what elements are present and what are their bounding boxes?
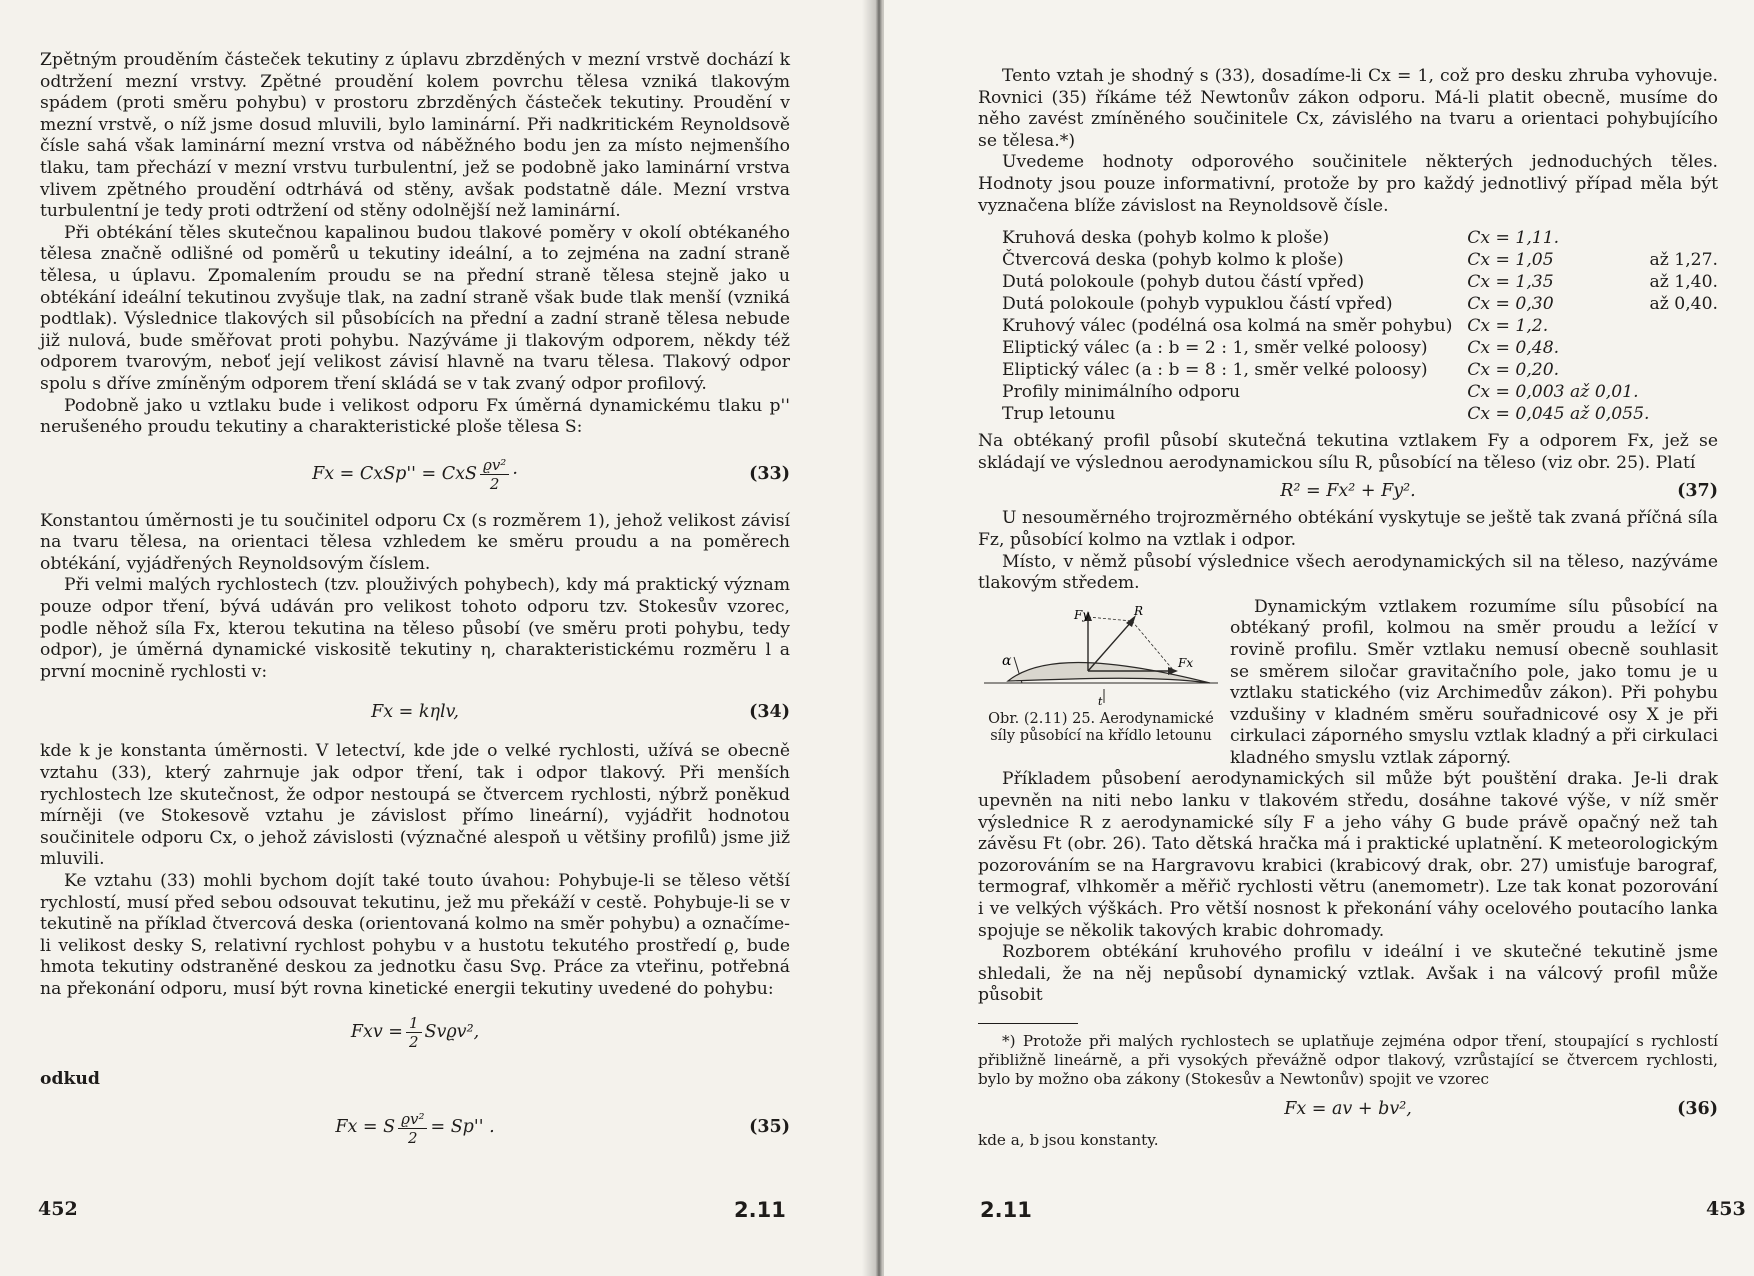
equation-37 <box>978 474 1718 508</box>
eq34-text: Fx = kηlv, <box>371 701 459 722</box>
eq37-text: R² = Fx² + Fy². <box>1280 480 1416 501</box>
paragraph-derivation: Ke vztahu (33) mohli bychom dojít také touto úvahou: Pohybuje-li se těleso větší rychlostí, musí před sebou odsouvat tekutinu, jež mu překáží v cestě. Pohybuje-li se v tekutině na příklad čtvercová deska (orientovaná kolmo na směr pohybu) a označíme-li velikost desky S, relativní rychlost pohybu v a hustotu tekutého prostředí ϱ, bude hmota tekutiny odstraněné deskou za jednotku času Svϱ. Práce za vteřinu, potřebná na překonání odporu, musí být rovna kinetické energii tekutiny uvedené do pohybu: <box>40 871 790 999</box>
paragraph-newton-law: Tento vztah je shodný s (33), dosadíme-li Cx = 1, což pro desku zhruba vyhovuje. Rovnici (35) říkáme též Newtonův zákon odporu. Má-li platit obecně, musíme do něho zavést zmíněného součinitele Cx, závislého na tvaru a orientaci pohybujícího se tělesa.*) <box>978 66 1718 151</box>
eq33-fraction <box>480 456 509 493</box>
cx-body-name: Profily minimálního odporu <box>1002 382 1241 403</box>
eq33-numerator: ϱv² <box>480 456 509 475</box>
eq-work-rhs: Svϱv², <box>424 1021 480 1042</box>
figure-side-text <box>1230 597 1718 770</box>
eq33-label: (33) <box>749 463 790 484</box>
cx-body-name: Kruhová deska (pohyb kolmo k ploše) <box>1002 228 1330 249</box>
paragraph-coefficients-intro: Uvedeme hodnoty odporového součinitele některých jednoduchých těles. Hodnoty jsou pouze informativní, protože by pro každý jednotlivý případ měla být vyznačena blíže závislost na Reynoldsově čísle. <box>978 152 1718 216</box>
eq-work-lhs: Fxv = <box>350 1021 403 1042</box>
word-odkud: odkud <box>40 1068 100 1089</box>
table-row <box>1002 271 1718 293</box>
footnote-text: *) Protože při malých rychlostech se uplatňuje zejména odpor tření, stoupající s rychlostí přibližně lineárně, a při vysokých převážně odpor tlakový, vzrůstající se čtvercem rychlosti, bylo by možno oba zákony (Stokesův a Newtonův) spojit ve vzorec <box>978 1032 1718 1088</box>
cx-range <box>1650 337 1719 359</box>
left-page <box>0 0 876 1276</box>
cx-body-name: Dutá polokoule (pohyb dutou částí vpřed) <box>1002 272 1365 293</box>
cx-range <box>1650 315 1719 337</box>
cx-value: Cx = 1,11. <box>1467 228 1560 249</box>
figure-row <box>978 597 1718 770</box>
cx-value: Cx = 0,20. <box>1467 360 1560 381</box>
table-row <box>1002 249 1718 271</box>
fy-label: Fy <box>1074 607 1090 622</box>
figure-25-caption: Obr. (2.11) 25. Aerodynamické síly působící na křídlo letounu <box>988 710 1214 744</box>
paragraph-kite: Příkladem působení aerodynamických sil může být pouštění draka. Je-li drak upevněn na niti nebo lanku v tlakovém středu, dosáhne takové výše, v níž směr výslednice R z aerodynamické síly F a jeho váhy G bude právě opačný než tah závěsu Ft (obr. 26). Tato dětská hračka má i praktické uplatnění. K meteorologickým pozorováním se na Hargravovu krabici (krabicový drak, obr. 27) umisťuje barograf, termograf, vlhkoměr a měřič rychlosti větru (anemometr). Lze tak konat pozorování i ve velkých výškách. Pro větší nosnost k překonání váhy ocelového poutacího lanka spojuje se několik takových krabic dohromady. <box>978 769 1718 941</box>
drag-coefficient-table <box>1002 227 1718 425</box>
r-label: R <box>1134 603 1144 618</box>
table-row <box>1002 403 1718 425</box>
eq33-lhs: Fx = CxSp'' = CxS <box>312 463 478 484</box>
paragraph-aero-force: Na obtékaný profil působí skutečná tekutina vztlakem Fy a odporem Fx, jež se skládají ve výslednou aerodynamickou sílu R, působící na těleso (viz obr. 25). Platí <box>978 431 1718 473</box>
te-label: t <box>1098 694 1103 708</box>
cx-range: až 1,27. <box>1649 250 1718 271</box>
cx-value: Cx = 0,30 <box>1467 294 1554 315</box>
eq37-label: (37) <box>1677 480 1718 501</box>
cx-value: Cx = 0,48. <box>1467 338 1560 359</box>
equation-35 <box>40 1096 790 1160</box>
paragraph-aviation: kde k je konstanta úměrnosti. V letectví, kde jde o velké rychlosti, užívá se obecně vztahu (33), který zahrnuje jak odpor tření, tak i odpor tlakový. Při menších rychlostech lze skutečnost, že odpor nestoupá se čtvercem rychlosti, nýbrž poněkud mírněji (ve Stokesově vztahu je závislost přímo lineární), vyjádřit hodnotou součinitele odporu Cx, o jehož závislosti (význačné alespoň u většiny profilů) jsme již mluvili. <box>40 741 790 870</box>
paragraph-pressure-drag: Při obtékání těles skutečnou kapalinou budou tlakové poměry v okolí obtékaného tělesa značně odlišné od poměrů u tekutiny ideální, a to zejména na zadní straně tělesa, u úplavu. Zpomalením proudu se na přední straně tělesa stejně jako u obtékání ideální tekutinou zvyšuje tlak, na zadní straně však bude tlak menší (vzniká podtlak). Výslednice tlakových sil působících na přední a zadní straně tělesa nebude již nulová, bude směřovat proti pohybu. Nazýváme ji tlakovým odporem, někdy též odporem tvarovým, neboť její velikost závisí hlavně na tvaru tělesa. Tlakový odpor spolu s dříve zmíněným odporem tření skládá se v tak zvaný odpor profilový. <box>40 222 790 394</box>
eq35-rhs: = Sp'' . <box>430 1117 495 1138</box>
paragraph-stokes: Při velmi malých rychlostech (tzv. plouživých pohybech), kdy má praktický význam pouze odpor tření, bývá udáván pro velikost tohoto odporu tzv. Stokesův vzorec, podle něhož síla Fx, kterou tekutina na těleso působí (ve směru proti pohybu, tedy odpor), je úměrná dynamické viskositě tekutiny η, charakteristickému rozměru l a první mocnině rychlosti v: <box>40 575 790 682</box>
parallelogram-side <box>1132 621 1174 671</box>
cx-value: Cx = 1,05 <box>1467 250 1554 271</box>
right-text-column <box>978 66 1718 1150</box>
fx-label: Fx <box>1178 655 1194 670</box>
table-row <box>1002 381 1718 403</box>
paragraph-dynamic-lift: Dynamickým vztlakem rozumíme sílu působící na obtékaný profil, kolmou na směr proudu a ležící v rovině profilu. Směr vztlaku nemusí obecně souhlasit se směrem siločar gravitačního pole, jako tomu je u vztlaku statického (viz Archimedův zákon). Při pohybu vzdušiny v kladném směru souřadnicové osy X je při cirkulaci záporného smyslu vztlak kladný a při cirkulaci kladného smyslu vztlak záporný. <box>1230 596 1718 768</box>
right-section-number: 2.11 <box>980 1198 1032 1222</box>
eq35-label: (35) <box>749 1117 790 1138</box>
cx-value: Cx = 0,045 až 0,055. <box>1467 404 1650 425</box>
cx-body-name: Čtvercová deska (pohyb kolmo k ploše) <box>1002 250 1344 271</box>
eq35-lhs: Fx = S <box>335 1117 396 1138</box>
resultant-vector <box>1088 621 1132 671</box>
equation-36 <box>978 1089 1718 1131</box>
alpha-label: α <box>1002 652 1012 669</box>
cx-range <box>1650 227 1719 249</box>
eq35-numerator: ϱv² <box>398 1110 427 1129</box>
table-row <box>1002 359 1718 381</box>
left-page-number: 452 <box>38 1198 78 1220</box>
eq33-tail: · <box>512 463 518 484</box>
eq35-fraction <box>398 1110 427 1147</box>
paragraph-drag-coefficient: Konstantou úměrnosti je tu součinitel odporu Cx (s rozměrem 1), jehož velikost závisí na tvaru tělesa, na orientaci tělesa vzhledem ke směru proudu a na poměrech obtékání, vyjádřených Reynoldsovým číslem. <box>40 510 790 574</box>
cx-range <box>1650 359 1719 381</box>
parallelogram-top <box>1088 617 1132 621</box>
figure-25 <box>978 597 1230 770</box>
drag-coefficient-table-body <box>1002 227 1718 425</box>
eq-work-denominator: 2 <box>408 1033 419 1052</box>
equation-work <box>40 1001 790 1065</box>
eq-work-fraction <box>406 1014 422 1051</box>
left-section-number: 2.11 <box>734 1198 786 1222</box>
cx-value: Cx = 1,35 <box>1467 272 1554 293</box>
cx-body-name: Kruhový válec (podélná osa kolmá na směr pohybu) <box>1002 316 1453 337</box>
cx-body-name: Eliptický válec (a : b = 2 : 1, směr velké poloosy) <box>1002 338 1428 359</box>
cx-body-name: Trup letounu <box>1002 404 1116 425</box>
cx-value: Cx = 1,2. <box>1467 316 1549 337</box>
eq-work-numerator: 1 <box>406 1014 422 1033</box>
cx-body-name: Eliptický válec (a : b = 8 : 1, směr velké poloosy) <box>1002 360 1428 381</box>
eq35-denominator: 2 <box>408 1128 418 1147</box>
paragraph-circular-profile: Rozborem obtékání kruhového profilu v ideální i ve skutečné tekutině jsme shledali, že na něj nepůsobí dynamický vztlak. Avšak i na válcový profil může působit <box>978 942 1718 1006</box>
eq34-label: (34) <box>749 701 790 722</box>
cx-value: Cx = 0,003 až 0,01. <box>1467 382 1639 403</box>
cx-range: až 1,40. <box>1649 272 1718 293</box>
paragraph-pressure-center: Místo, v němž působí výslednice všech aerodynamických sil na těleso, nazýváme tlakovým středem. <box>978 551 1718 594</box>
equation-34 <box>40 683 790 741</box>
eq33-denominator: 2 <box>489 475 500 494</box>
footnote-end: kde a, b jsou konstanty. <box>978 1131 1159 1149</box>
cx-range <box>1650 403 1719 425</box>
right-page-number: 453 <box>1706 1198 1746 1220</box>
table-row <box>1002 337 1718 359</box>
eq36-text: Fx = av + bv², <box>1284 1099 1412 1120</box>
equation-33 <box>40 439 790 511</box>
table-row <box>1002 227 1718 249</box>
left-text-column <box>40 50 790 1160</box>
paragraph-boundary-layer: Zpětným prouděním částeček tekutiny z úplavu zbrzděných v mezní vrstvě dochází k odtržení mezní vrstvy. Zpětné proudění kolem povrchu tělesa vzniká tlakovým spádem (proti směru pohybu) v prostoru zbrzděných částeček tekutiny. Proudění v mezní vrstvě, o níž jsme dosud mluvili, bylo laminární. Při nadkritickém Reynoldsově čísle sahá však laminární mezní vrstva od náběžného bodu jen za místo nejmenšího tlaku, tam přechází v mezní vrstvu turbulentní, jež se podobně jako laminární vrstva vlivem zpětného proudění odtrhává od stěny, avšak podstatně dále. Mezní vrstva turbulentní je tedy proti odtržení od stěny odolnější než laminární. <box>40 50 790 222</box>
paragraph-side-force: U nesouměrného trojrozměrného obtékání vyskytuje se ještě tak zvaná příčná síla Fz, působící kolmo na vztlak i odpor. <box>978 508 1718 550</box>
right-page <box>884 0 1754 1276</box>
drag-arrowhead <box>1168 667 1178 675</box>
cx-range <box>1650 381 1719 403</box>
cx-range: až 0,40. <box>1649 294 1718 315</box>
cx-body-name: Dutá polokoule (pohyb vypuklou částí vpřed) <box>1002 294 1393 315</box>
footnote-rule <box>978 1023 1078 1024</box>
eq36-label: (36) <box>1677 1099 1718 1120</box>
paragraph-drag-intro: Podobně jako u vztlaku bude i velikost odporu Fx úměrná dynamickému tlaku p'' nerušeného proudu tekutiny a charakteristické ploše tělesa S: <box>40 395 790 438</box>
airfoil-force-diagram <box>978 597 1226 709</box>
table-row <box>1002 293 1718 315</box>
table-row <box>1002 315 1718 337</box>
